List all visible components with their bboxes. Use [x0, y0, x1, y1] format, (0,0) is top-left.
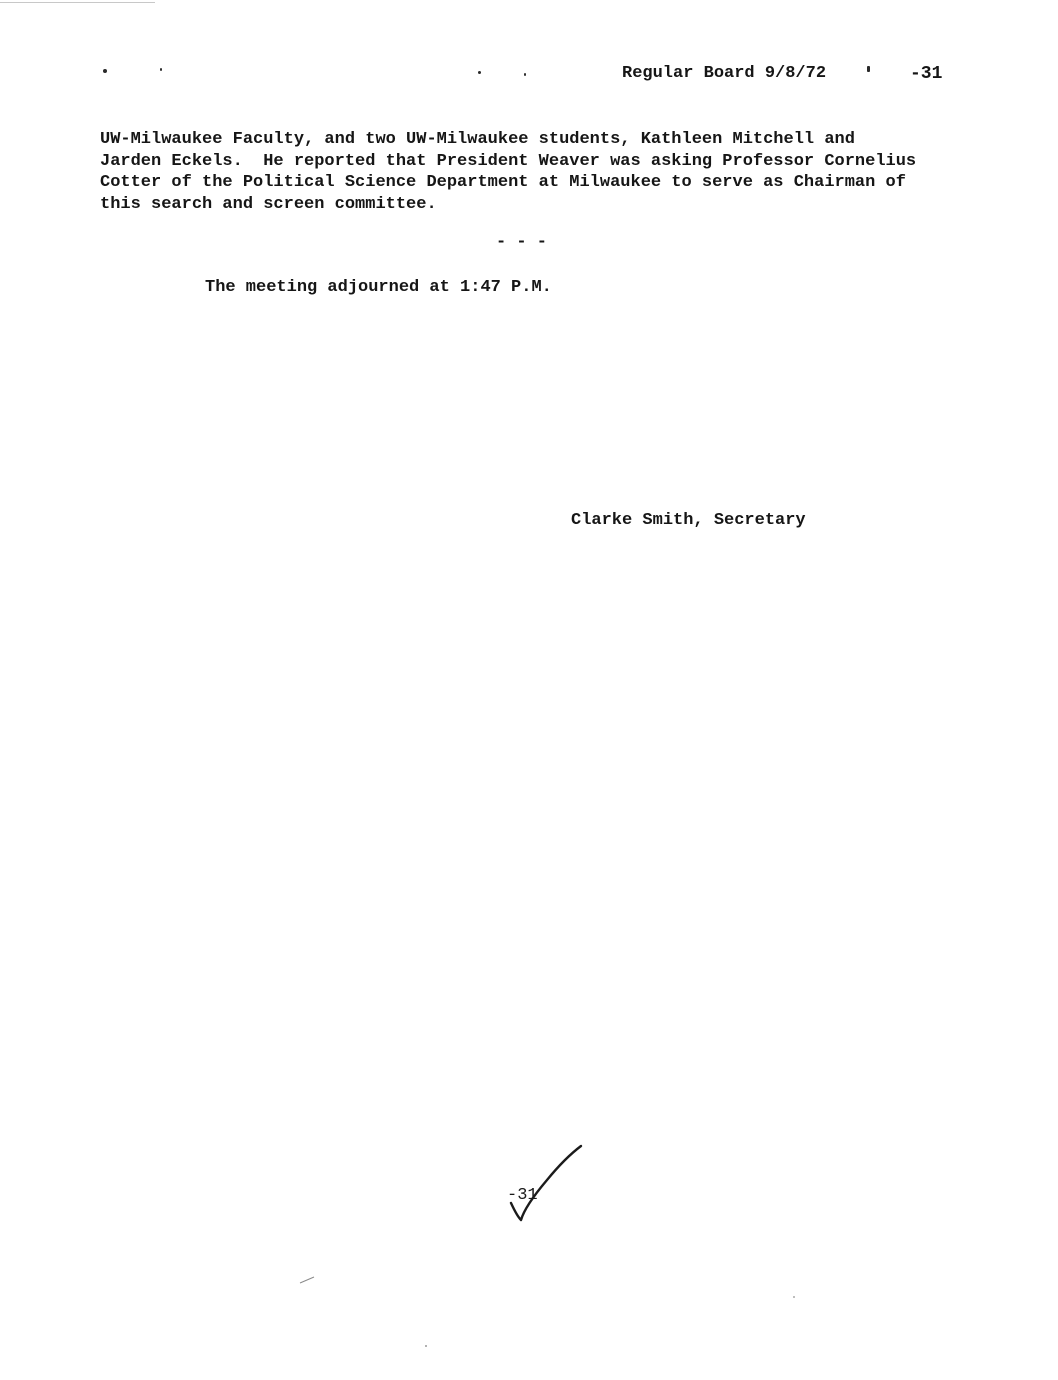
adjournment-line: The meeting adjourned at 1:47 P.M. — [205, 278, 552, 297]
body-paragraph — [100, 129, 960, 215]
body-line: Cotter of the Political Science Department at Milwaukee to serve as Chairman of — [100, 173, 906, 192]
scan-speck — [425, 1345, 427, 1347]
scan-speck — [478, 71, 481, 74]
page-header: Regular Board 9/8/72 — [622, 64, 827, 83]
section-separator: - - - — [496, 233, 548, 252]
check-mark-icon — [505, 1140, 595, 1240]
scan-speck — [867, 66, 870, 72]
footer-page-number: -31 — [507, 1186, 538, 1205]
body-line: this search and screen committee. — [100, 194, 437, 214]
scan-speck — [160, 68, 162, 71]
scan-speck — [103, 69, 107, 73]
header-page-number: -31 — [910, 64, 943, 84]
scan-speck — [793, 1296, 795, 1298]
scan-mark — [298, 1275, 318, 1285]
body-line: Jarden Eckels. He reported that President Weaver was asking Professor Cornelius — [100, 151, 917, 171]
body-line: UW-Milwaukee Faculty, and two UW-Milwaukee students, Kathleen Mitchell and — [100, 130, 855, 149]
scan-edge-line — [0, 2, 155, 3]
secretary-signature-line: Clarke Smith, Secretary — [571, 511, 806, 530]
scan-speck — [524, 73, 526, 76]
